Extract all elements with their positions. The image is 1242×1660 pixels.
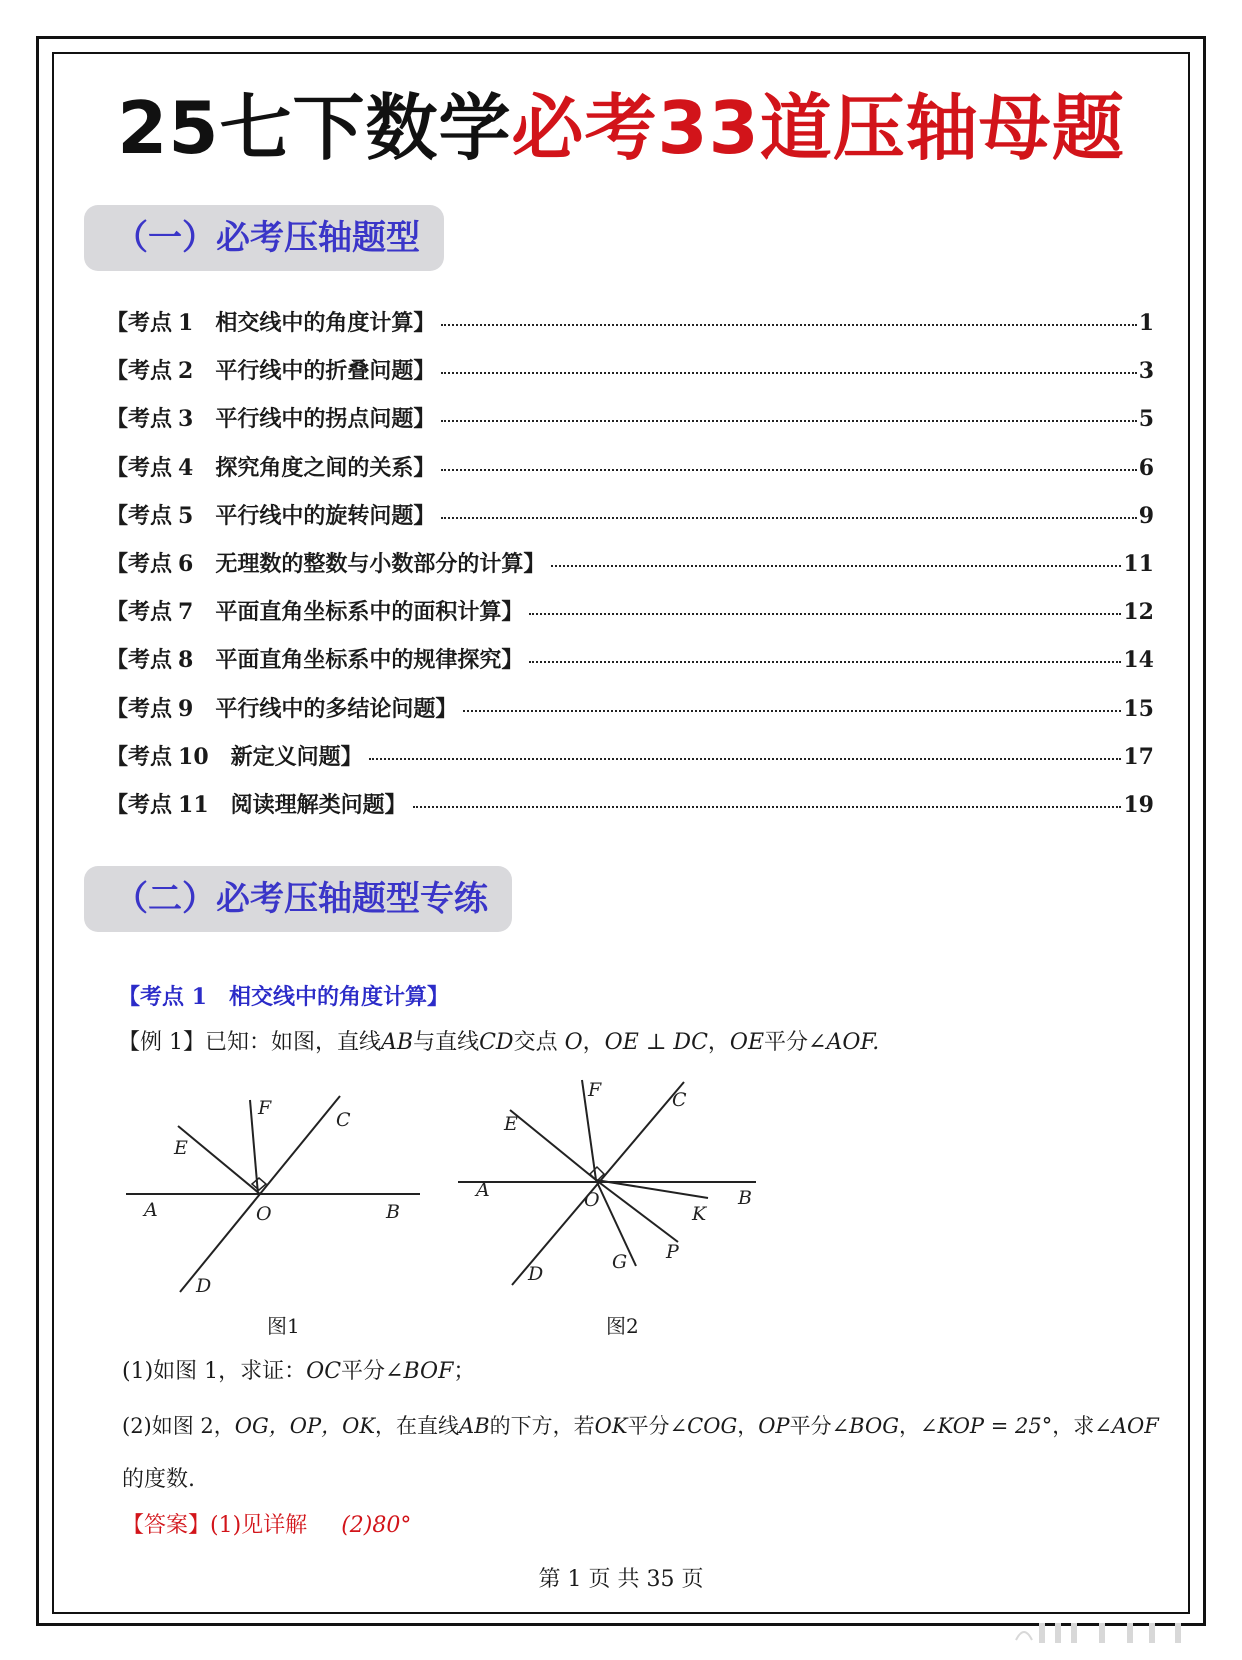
toc-leader-dots bbox=[463, 710, 1121, 712]
fig1-label-E: E bbox=[174, 1137, 188, 1159]
fig2-label-P: P bbox=[666, 1241, 679, 1263]
toc-row bbox=[106, 643, 1154, 691]
ray-oe bbox=[510, 1110, 596, 1180]
toc-page-number: 9 bbox=[1138, 502, 1154, 529]
example-text: 平分 bbox=[764, 1030, 809, 1055]
fig1-label-O: O bbox=[256, 1203, 272, 1225]
fig2-label-B: B bbox=[738, 1187, 752, 1209]
toc-label: 平面直角坐标系中的规律探究】 bbox=[215, 647, 524, 674]
toc-label: 无理数的整数与小数部分的计算】 bbox=[215, 550, 546, 577]
figure-1-caption: 图1 bbox=[267, 1314, 300, 1338]
ray-op bbox=[596, 1180, 678, 1242]
q2-angle: ∠COG bbox=[669, 1414, 738, 1438]
section-heading-1: （一）必考压轴题型 bbox=[84, 205, 444, 271]
toc-label: 探究角度之间的关系】 bbox=[215, 454, 436, 481]
toc-leader-dots bbox=[551, 565, 1121, 567]
figure-2-diagram bbox=[452, 1070, 772, 1305]
question-2 bbox=[122, 1410, 1159, 1440]
fig1-label-C: C bbox=[336, 1109, 351, 1131]
toc-leader-dots bbox=[529, 661, 1121, 663]
ray-oe bbox=[178, 1126, 260, 1194]
toc-page-number: 11 bbox=[1123, 550, 1154, 577]
example-angle: ∠AOF. bbox=[808, 1030, 880, 1055]
answer-line bbox=[122, 1508, 411, 1539]
q1-ray: OC bbox=[306, 1359, 342, 1384]
example-cd: CD bbox=[479, 1030, 514, 1055]
fig2-label-F: F bbox=[588, 1079, 602, 1101]
toc-number: 6 bbox=[178, 550, 194, 577]
fig2-label-O: O bbox=[584, 1189, 600, 1211]
question-2-continued: 的度数. bbox=[122, 1467, 195, 1492]
toc-row bbox=[106, 692, 1154, 740]
toc-key: 【考点 bbox=[106, 358, 173, 385]
example-o: O bbox=[564, 1030, 583, 1055]
example-tag: 【例 1】 bbox=[118, 1030, 205, 1055]
toc-leader-dots bbox=[529, 613, 1121, 615]
toc-label: 平行线中的折叠问题】 bbox=[215, 358, 436, 385]
toc-leader-dots bbox=[413, 806, 1122, 808]
q2-text: ， bbox=[899, 1414, 920, 1438]
toc-row bbox=[106, 354, 1154, 402]
q2-text: 平分 bbox=[627, 1414, 670, 1438]
q1-angle: ∠BOF bbox=[385, 1359, 454, 1384]
example-text: 已知：如图，直线 bbox=[205, 1030, 382, 1055]
q2-ok: OK bbox=[594, 1414, 628, 1438]
toc-number: 8 bbox=[178, 647, 194, 674]
q2-angle-value: ∠KOP = 25° bbox=[920, 1414, 1053, 1438]
toc-label: 平面直角坐标系中的面积计算】 bbox=[215, 599, 524, 626]
q2-text: ， bbox=[737, 1414, 759, 1438]
fig2-label-G: G bbox=[612, 1251, 628, 1273]
toc-leader-dots bbox=[441, 517, 1136, 519]
toc-row bbox=[106, 451, 1154, 499]
example-text: ， bbox=[582, 1030, 605, 1055]
fig2-label-K: K bbox=[692, 1203, 707, 1225]
example-text: 交点 bbox=[513, 1030, 558, 1055]
page-footer: 第 1 页 共 35 页 bbox=[538, 1567, 704, 1592]
toc-key: 【考点 bbox=[106, 743, 173, 770]
toc-label: 平行线中的拐点问题】 bbox=[215, 406, 436, 433]
toc-number: 3 bbox=[178, 406, 194, 433]
toc-number: 2 bbox=[178, 358, 194, 385]
q1-text: ； bbox=[453, 1359, 476, 1384]
toc-number: 10 bbox=[178, 743, 209, 770]
q2-rays: OG，OP，OK bbox=[234, 1414, 376, 1438]
toc-leader-dots bbox=[441, 372, 1136, 374]
toc-key: 【考点 bbox=[106, 647, 173, 674]
toc-leader-dots bbox=[441, 420, 1136, 422]
section-heading-2: （二）必考压轴题型专练 bbox=[84, 866, 512, 932]
answer-1: (1)见详解 bbox=[210, 1513, 308, 1538]
toc-row bbox=[106, 547, 1154, 595]
q1-text: (1)如图 1，求证： bbox=[122, 1359, 307, 1384]
example-oe: OE bbox=[729, 1030, 765, 1055]
toc-label: 平行线中的旋转问题】 bbox=[215, 502, 436, 529]
fig2-label-D: D bbox=[528, 1263, 544, 1285]
toc-key: 【考点 bbox=[106, 599, 173, 626]
toc-row bbox=[106, 402, 1154, 450]
toc-row bbox=[106, 740, 1154, 788]
fig2-label-A: A bbox=[476, 1179, 490, 1201]
toc-leader-dots bbox=[369, 758, 1122, 760]
q2-text: 平分 bbox=[789, 1414, 832, 1438]
fig1-label-A: A bbox=[144, 1199, 158, 1221]
toc-page-number: 14 bbox=[1123, 647, 1154, 674]
fig1-label-F: F bbox=[258, 1097, 272, 1119]
title-part-black: 25七下数学 bbox=[117, 86, 512, 170]
toc-page-number: 12 bbox=[1123, 599, 1154, 626]
toc-label: 新定义问题】 bbox=[230, 743, 363, 770]
toc-number: 9 bbox=[178, 695, 194, 722]
watermark-mark bbox=[1010, 1620, 1210, 1646]
answer-tag: 【答案】 bbox=[122, 1513, 211, 1538]
answer-2: (2)80° bbox=[341, 1513, 412, 1538]
q2-angle: ∠AOF bbox=[1094, 1414, 1159, 1438]
toc-leader-dots bbox=[441, 469, 1136, 471]
q2-op: OP bbox=[758, 1414, 790, 1438]
topic-heading: 【考点 1 相交线中的角度计算】 bbox=[118, 984, 449, 1010]
q2-text: ，求 bbox=[1052, 1414, 1095, 1438]
toc-page-number: 6 bbox=[1138, 454, 1154, 481]
example-ab: AB bbox=[381, 1030, 414, 1055]
q2-text: 的下方，若 bbox=[489, 1414, 595, 1438]
fig2-label-C: C bbox=[672, 1089, 687, 1111]
figure-1-diagram bbox=[118, 1080, 428, 1305]
toc-page-number: 1 bbox=[1138, 310, 1154, 336]
toc-row bbox=[106, 595, 1154, 643]
toc-number: 4 bbox=[178, 454, 194, 481]
toc-leader-dots bbox=[441, 324, 1136, 326]
toc-number: 7 bbox=[178, 599, 194, 626]
example-statement bbox=[118, 1025, 879, 1056]
toc-number: 11 bbox=[178, 791, 209, 818]
q2-text: ，在直线 bbox=[375, 1414, 460, 1438]
figure-2-caption: 图2 bbox=[606, 1314, 639, 1338]
toc-number: 1 bbox=[178, 310, 194, 336]
q1-text: 平分 bbox=[341, 1359, 386, 1384]
toc-page-number: 15 bbox=[1123, 695, 1154, 722]
toc-key: 【考点 bbox=[106, 406, 173, 433]
toc-key: 【考点 bbox=[106, 454, 173, 481]
toc-page-number: 5 bbox=[1138, 406, 1154, 433]
example-text: ， bbox=[707, 1030, 730, 1055]
toc-page-number: 19 bbox=[1123, 791, 1154, 818]
toc-row bbox=[106, 306, 1154, 354]
toc-row bbox=[106, 499, 1154, 547]
toc-key: 【考点 bbox=[106, 550, 173, 577]
toc-label: 相交线中的角度计算】 bbox=[215, 310, 436, 336]
fig2-label-E: E bbox=[504, 1113, 518, 1135]
toc-page-number: 17 bbox=[1123, 743, 1154, 770]
example-perp: OE ⊥ DC bbox=[604, 1030, 708, 1055]
toc-key: 【考点 bbox=[106, 791, 173, 818]
toc-row bbox=[106, 788, 1154, 836]
toc-key: 【考点 bbox=[106, 695, 173, 722]
toc-label: 平行线中的多结论问题】 bbox=[215, 695, 458, 722]
question-1 bbox=[122, 1354, 475, 1385]
example-text: 与直线 bbox=[413, 1030, 480, 1055]
toc-number: 5 bbox=[178, 502, 194, 529]
toc-key: 【考点 bbox=[106, 502, 173, 529]
toc-key: 【考点 bbox=[106, 310, 173, 336]
document-title bbox=[0, 80, 1242, 176]
q2-angle: ∠BOG bbox=[831, 1414, 899, 1438]
fig1-label-B: B bbox=[386, 1201, 400, 1223]
toc-page-number: 3 bbox=[1138, 358, 1154, 385]
q2-text: (2)如图 2， bbox=[122, 1414, 235, 1438]
toc-label: 阅读理解类问题】 bbox=[230, 791, 407, 818]
q2-ab: AB bbox=[459, 1414, 490, 1438]
fig1-label-D: D bbox=[196, 1275, 212, 1297]
title-part-red: 必考33道压轴母题 bbox=[511, 86, 1125, 170]
table-of-contents bbox=[106, 306, 1154, 836]
